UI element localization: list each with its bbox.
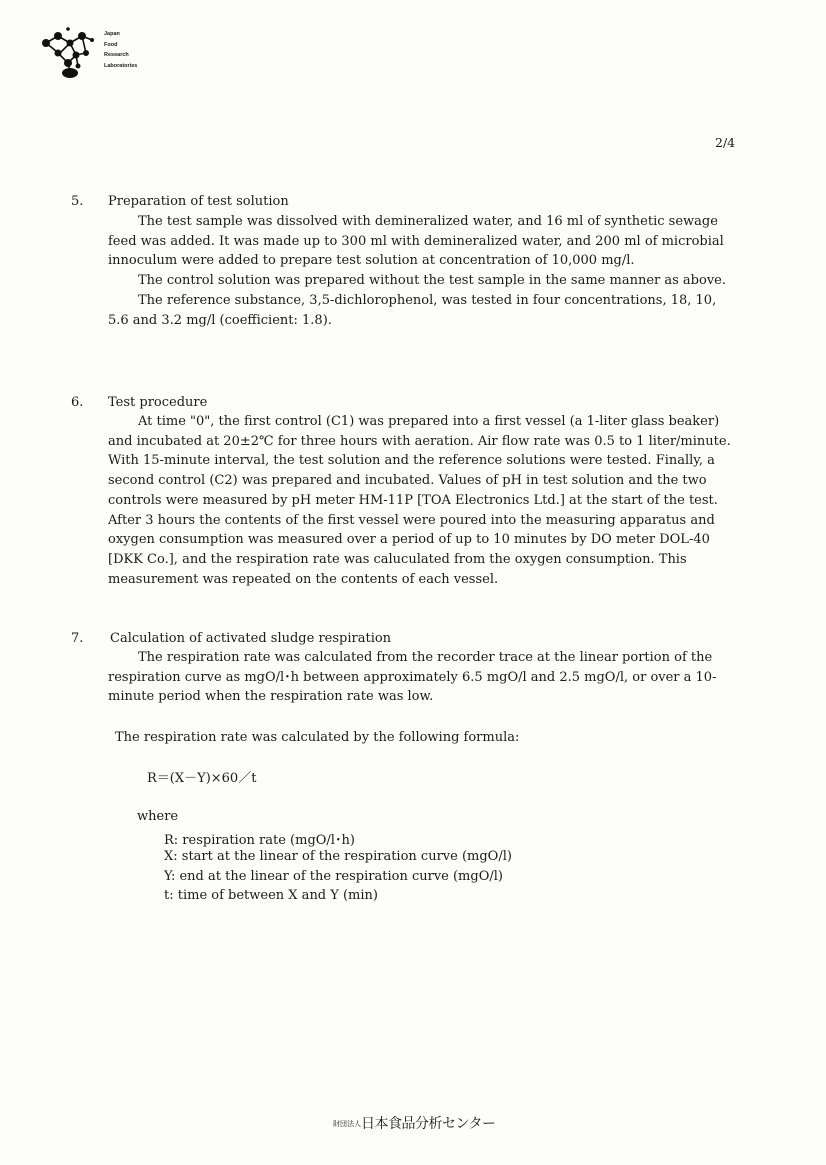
where-label: where (137, 809, 179, 824)
definition-r: R: respiration rate (mgO/l･h) (164, 833, 355, 848)
logo-line: Japan (104, 31, 120, 37)
footer-org-name: 日本食品分析センター (361, 1116, 496, 1132)
section-5-title: Preparation of test solution (108, 194, 289, 209)
section-5-body (108, 212, 733, 330)
paragraph: The respiration rate was calculated from the recorder trace at the linear portion of the respiration curve as mgO/l･h between approximately 6.5 mgO/l and 2.5 mgO/l, or over a 10-minute period when the respiration rate was low. (108, 650, 717, 705)
logo-line: Research (104, 52, 129, 58)
logo-text (104, 29, 137, 71)
definition-t: t: time of between X and Y (min) (164, 888, 378, 903)
paragraph: At time "0", the first control (C1) was prepared into a first vessel (a 1-liter glass beaker) and incubated at 20±2℃ for three hours with aeration. Air flow rate was 0.5 to 1 liter/minute. With 15-minute interval, the test solution and the reference solutions were tested. Finally, a second control (C2) was prepared and incubated. Values of pH in test solution and the two controls were measured by pH meter HM-11P [TOA Electronics Ltd.] at the start of the test. After 3 hours the contents of the first vessel were poured into the measuring apparatus and oxygen consumption was measured over a period of up to 10 minutes by DO meter DOL-40 [DKK Co.], and the respiration rate was caluculated from the oxygen consumption. This measurement was repeated on the contents of each vessel. (108, 414, 731, 587)
definition-y: Y: end at the linear of the respiration curve (mgO/l) (164, 869, 503, 884)
definition-x: X: start at the linear of the respiration curve (mgO/l) (164, 849, 512, 864)
footer-prefix: 財団法人 (333, 1120, 361, 1128)
logo-line: Food (104, 41, 118, 48)
paragraph: The reference substance, 3,5-dichlorophenol, was tested in four concentrations, 18, 10, 5.6 and 3.2 mg/l (coefficient: 1.8). (108, 292, 717, 328)
section-5-number: 5. (71, 194, 84, 209)
section-7-title: Calculation of activated sludge respiration (110, 631, 392, 646)
section-6-body (108, 412, 733, 589)
section-6-number: 6. (71, 395, 84, 410)
section-7-body (108, 648, 733, 707)
formula-intro: The respiration rate was calculated by the following formula: (115, 730, 520, 745)
formula: R＝(X－Y)×60／t (147, 771, 257, 786)
logo-line: Laboratories (104, 62, 138, 69)
footer-organization (333, 1113, 495, 1133)
paragraph: The test sample was dissolved with demineralized water, and 16 ml of synthetic sewage feed was added. It was made up to 300 ml with demineralized water, and 200 ml of microbial innoculum were added to prepare test solution at concentration of 10,000 mg/l. (108, 214, 724, 269)
section-7-number: 7. (71, 631, 84, 646)
paragraph: The control solution was prepared without the test sample in the same manner as above. (138, 273, 726, 289)
section-6-title: Test procedure (108, 395, 208, 410)
page-number: 2/4 (715, 135, 736, 150)
